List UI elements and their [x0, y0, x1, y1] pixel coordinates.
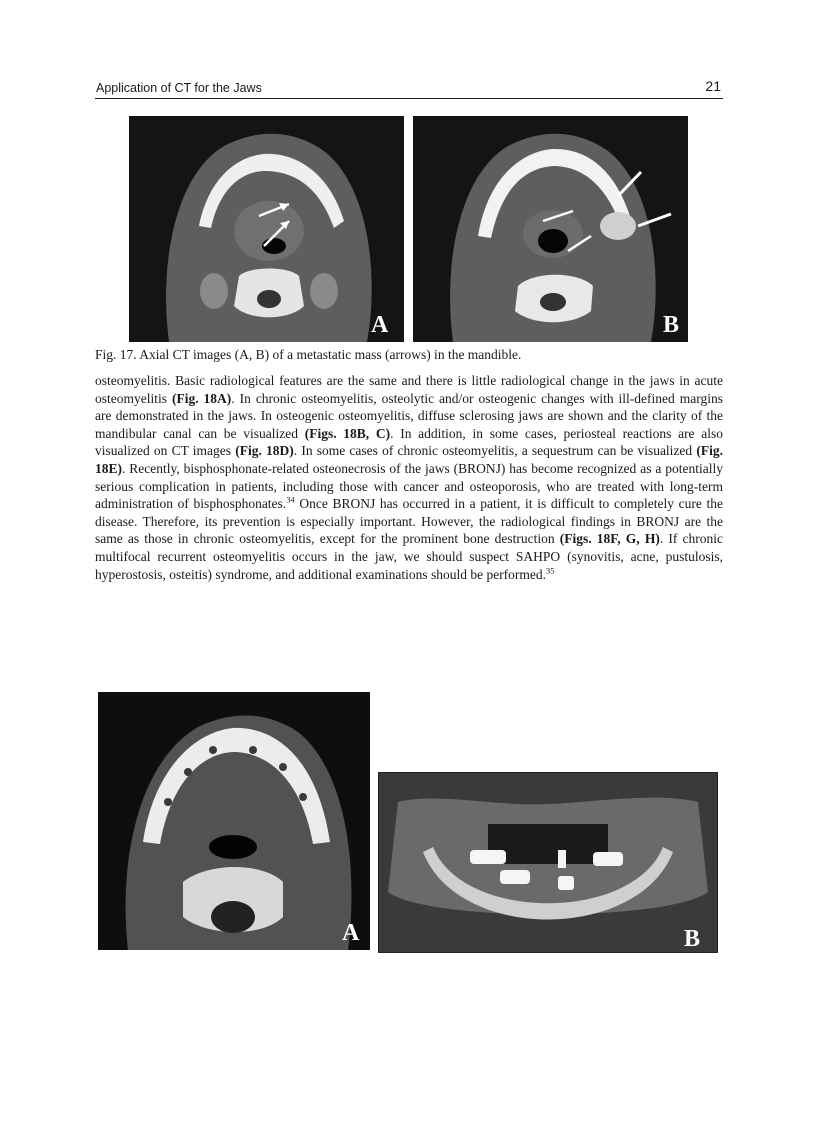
figure-17b-ct-image [413, 116, 688, 342]
axial-ct-illustration [129, 116, 404, 342]
figure-18b-panoramic-radiograph [378, 772, 718, 953]
figure-18b-panel-label: B [684, 926, 701, 952]
figure-reference: (Figs. 18B, C) [304, 425, 391, 441]
body-text-segment: osteomyelitis. Basic radiological features are the same and there is little radiological change in the jaws in acute osteomyelitis [95, 373, 723, 406]
body-text-segment: . Recently, bisphosphonate-related osteonecrosis of the jaws (BRONJ) has become recognized as a potentially serious complication in patients, including those with cancer and osteoporosis, who are treated with long-term administration of bisphosphonates. [95, 460, 723, 512]
body-paragraph [95, 372, 723, 583]
running-title: Application of CT for the Jaws [96, 81, 262, 95]
figure-reference: (Figs. 18F, G, H) [559, 531, 660, 547]
axial-ct-illustration [413, 116, 688, 342]
figure-17-caption: Fig. 17. Axial CT images (A, B) of a metastatic mass (arrows) in the mandible. [95, 347, 522, 362]
page-number: 21 [705, 78, 721, 94]
body-text-segment: Once BRONJ has occurred in a patient, it is difficult to completely cure the disease. Therefore, its prevention is especially important. However, the radiological findings in BRONJ are the same as those in chronic osteomyelitis, except for the prominent bone destruction [95, 496, 723, 547]
figure-reference: (Fig. 18A) [171, 390, 232, 406]
figure-18a-panel-label: A [342, 920, 360, 946]
axial-ct-illustration [98, 692, 370, 950]
panoramic-radiograph-illustration [378, 772, 718, 953]
figure-reference: (Fig. 18D) [235, 443, 294, 459]
citation-superscript: 35 [546, 565, 555, 576]
citation-superscript: 34 [286, 494, 295, 505]
figure-reference: (Fig. 18E) [95, 443, 723, 476]
figure-17a-ct-image [129, 116, 404, 342]
body-text-segment: . In addition, in some cases, periosteal reactions are also visualized on CT images [95, 425, 724, 459]
figure-17b-panel-label: B [663, 312, 680, 338]
running-head [95, 78, 723, 99]
body-text-segment: . In chronic osteomyelitis, osteolytic and/or osteogenic changes with ill-defined margins are demonstrated in the jaws. In osteogenic osteomyelitis, diffuse sclerosing jaws are shown and the clarity of the mandibular canal can be visualized [95, 390, 723, 441]
body-text-segment: . In some cases of chronic osteomyelitis, a sequestrum can be visualized [293, 443, 697, 459]
figure-17a-panel-label: A [371, 312, 389, 338]
figure-18a-ct-image [98, 692, 370, 950]
body-text-segment: . If chronic multifocal recurrent osteomyelitis occurs in the jaw, we should suspect SAHPO (synovitis, acne, pustulosis, hyperostosis, osteitis) syndrome, and additional examinations should be performed. [95, 531, 723, 582]
